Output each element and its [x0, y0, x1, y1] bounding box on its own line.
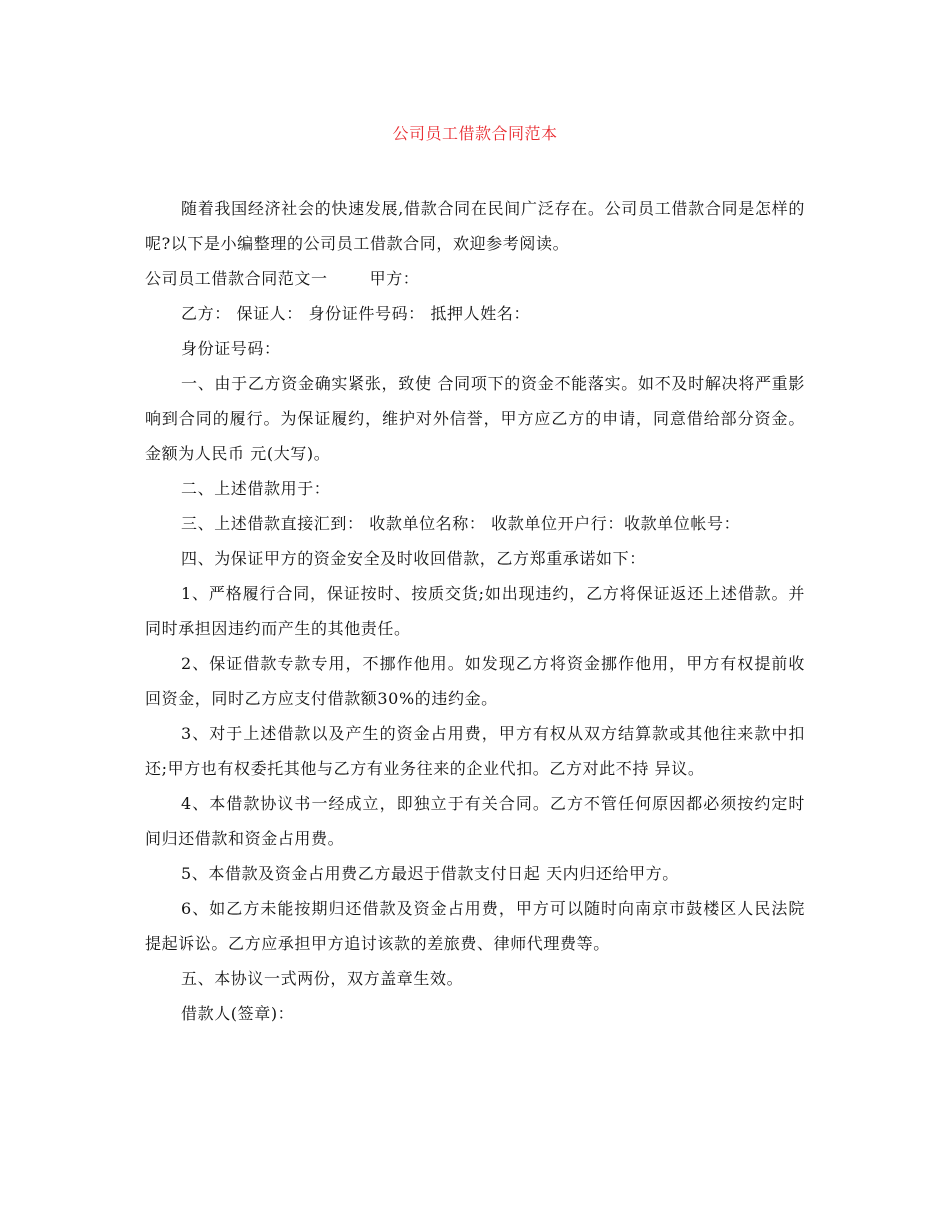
document-body [145, 191, 805, 1031]
parties-line: 乙方： 保证人： 身份证件号码： 抵押人姓名： [181, 304, 531, 323]
commitment-5: 5、本借款及资金占用费乙方最迟于借款支付日起 天内归还给甲方。 [181, 864, 679, 883]
document-title: 公司员工借款合同范本 [392, 124, 558, 143]
clause-4: 四、为保证甲方的资金安全及时收回借款，乙方郑重承诺如下： [181, 549, 646, 568]
party-a-label: 甲方： [369, 269, 420, 288]
contract-heading-line [145, 261, 805, 296]
borrower-signature-line: 借款人(签章)： [181, 1004, 295, 1023]
clause-5: 五、本协议一式两份，双方盖章生效。 [181, 969, 464, 988]
commitment-2: 2、保证借款专款专用，不挪作他用。如发现乙方将资金挪作他用，甲方有权提前收回资金，同时乙方应支付借款额30%的违约金。 [145, 654, 805, 708]
commitment-3: 3、对于上述借款以及产生的资金占用费，甲方有权从双方结算款或其他往来款中扣还;甲方也有权委托其他与乙方有业务往来的企业代扣。乙方对此不持 异议。 [145, 724, 805, 778]
id-number-line: 身份证号码： [181, 339, 281, 358]
contract-subtitle: 公司员工借款合同范文一 [145, 269, 328, 288]
clause-2: 二、上述借款用于： [181, 479, 331, 498]
commitment-1: 1、严格履行合同，保证按时、按质交货;如出现违约，乙方将保证返还上述借款。并同时承担因违约而产生的其他责任。 [145, 584, 805, 638]
commitment-4: 4、本借款协议书一经成立，即独立于有关合同。乙方不管任何原因都必须按约定时间归还借款和资金占用费。 [145, 794, 805, 848]
clause-1: 一、由于乙方资金确实紧张，致使 合同项下的资金不能落实。如不及时解决将严重影响到合同的履行。为保证履约，维护对外信誉，甲方应乙方的申请，同意借给部分资金。金额为人民币 元(大写)。 [145, 374, 805, 463]
commitment-6: 6、如乙方未能按期归还借款及资金占用费，甲方可以随时向南京市鼓楼区人民法院提起诉讼。乙方应承担甲方追讨该款的差旅费、律师代理费等。 [145, 899, 805, 953]
intro-paragraph: 随着我国经济社会的快速发展,借款合同在民间广泛存在。公司员工借款合同是怎样的呢?以下是小编整理的公司员工借款合同，欢迎参考阅读。 [145, 199, 805, 253]
clause-3: 三、上述借款直接汇到： 收款单位名称： 收款单位开户行：收款单位帐号： [181, 514, 741, 533]
